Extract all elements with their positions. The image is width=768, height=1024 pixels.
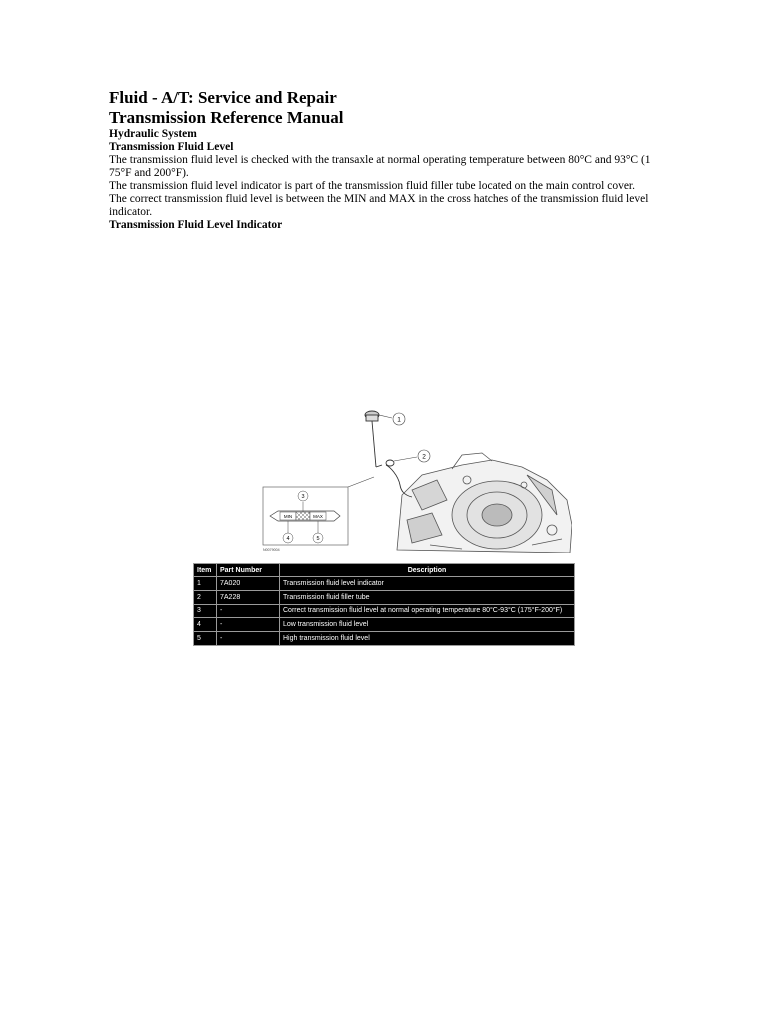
paragraph: The transmission fluid level is checked with the transaxle at normal operating temperature between 80°C and 93°C (1 75°F and 200°F). <box>109 154 651 179</box>
cell-description: Correct transmission fluid level at normal operating temperature 80°C-93°C (175°F-200°F) <box>280 604 575 618</box>
parts-table <box>193 563 575 646</box>
page-title: Fluid - A/T: Service and Repair <box>109 88 337 107</box>
diagram-svg <box>262 405 572 553</box>
cell-item: 2 <box>194 590 217 604</box>
page-subtitle: Transmission Reference Manual <box>109 108 344 127</box>
leader-lines <box>348 415 417 487</box>
dipstick-drawing <box>365 411 412 497</box>
header-description: Description <box>280 564 575 577</box>
cell-part-number: 7A228 <box>217 590 280 604</box>
svg-text:1: 1 <box>397 416 401 424</box>
table-row <box>194 632 575 646</box>
transmission-drawing <box>397 453 572 553</box>
figure-heading: Transmission Fluid Level Indicator <box>109 219 283 231</box>
callout-4: 4 <box>286 536 290 542</box>
subsection-heading: Transmission Fluid Level <box>109 141 234 153</box>
table-header-row <box>194 564 575 577</box>
cell-part-number: 7A020 <box>217 577 280 591</box>
cell-item: 1 <box>194 577 217 591</box>
cell-part-number: - <box>217 632 280 646</box>
paragraph: The correct transmission fluid level is between the MIN and MAX in the cross hatches of the transmission fluid level indicator. <box>109 193 649 218</box>
table-row <box>194 577 575 591</box>
inset-detail <box>263 487 348 545</box>
callout-2 <box>418 450 430 462</box>
cell-part-number: - <box>217 618 280 632</box>
svg-text:2: 2 <box>422 453 426 461</box>
fluid-level-indicator-diagram <box>262 405 572 553</box>
cell-description: Low transmission fluid level <box>280 618 575 632</box>
min-label: MIN <box>283 514 293 519</box>
document-body <box>109 88 669 232</box>
figure-code: N0079004 <box>263 548 280 552</box>
paragraph: The transmission fluid level indicator is part of the transmission fluid filler tube located on the main control cover. <box>109 180 635 192</box>
callout-5: 5 <box>316 536 320 542</box>
callout-1 <box>393 413 405 425</box>
cell-description: Transmission fluid filler tube <box>280 590 575 604</box>
max-label: MAX <box>313 514 323 519</box>
cell-item: 4 <box>194 618 217 632</box>
cell-description: Transmission fluid level indicator <box>280 577 575 591</box>
table-row <box>194 590 575 604</box>
header-part-number: Part Number <box>217 564 280 577</box>
table-row <box>194 604 575 618</box>
cell-item: 3 <box>194 604 217 618</box>
header-item: Item <box>194 564 217 577</box>
section-heading: Hydraulic System <box>109 128 197 140</box>
cell-part-number: - <box>217 604 280 618</box>
table-row <box>194 618 575 632</box>
cell-item: 5 <box>194 632 217 646</box>
callout-3: 3 <box>301 494 305 500</box>
cell-description: High transmission fluid level <box>280 632 575 646</box>
